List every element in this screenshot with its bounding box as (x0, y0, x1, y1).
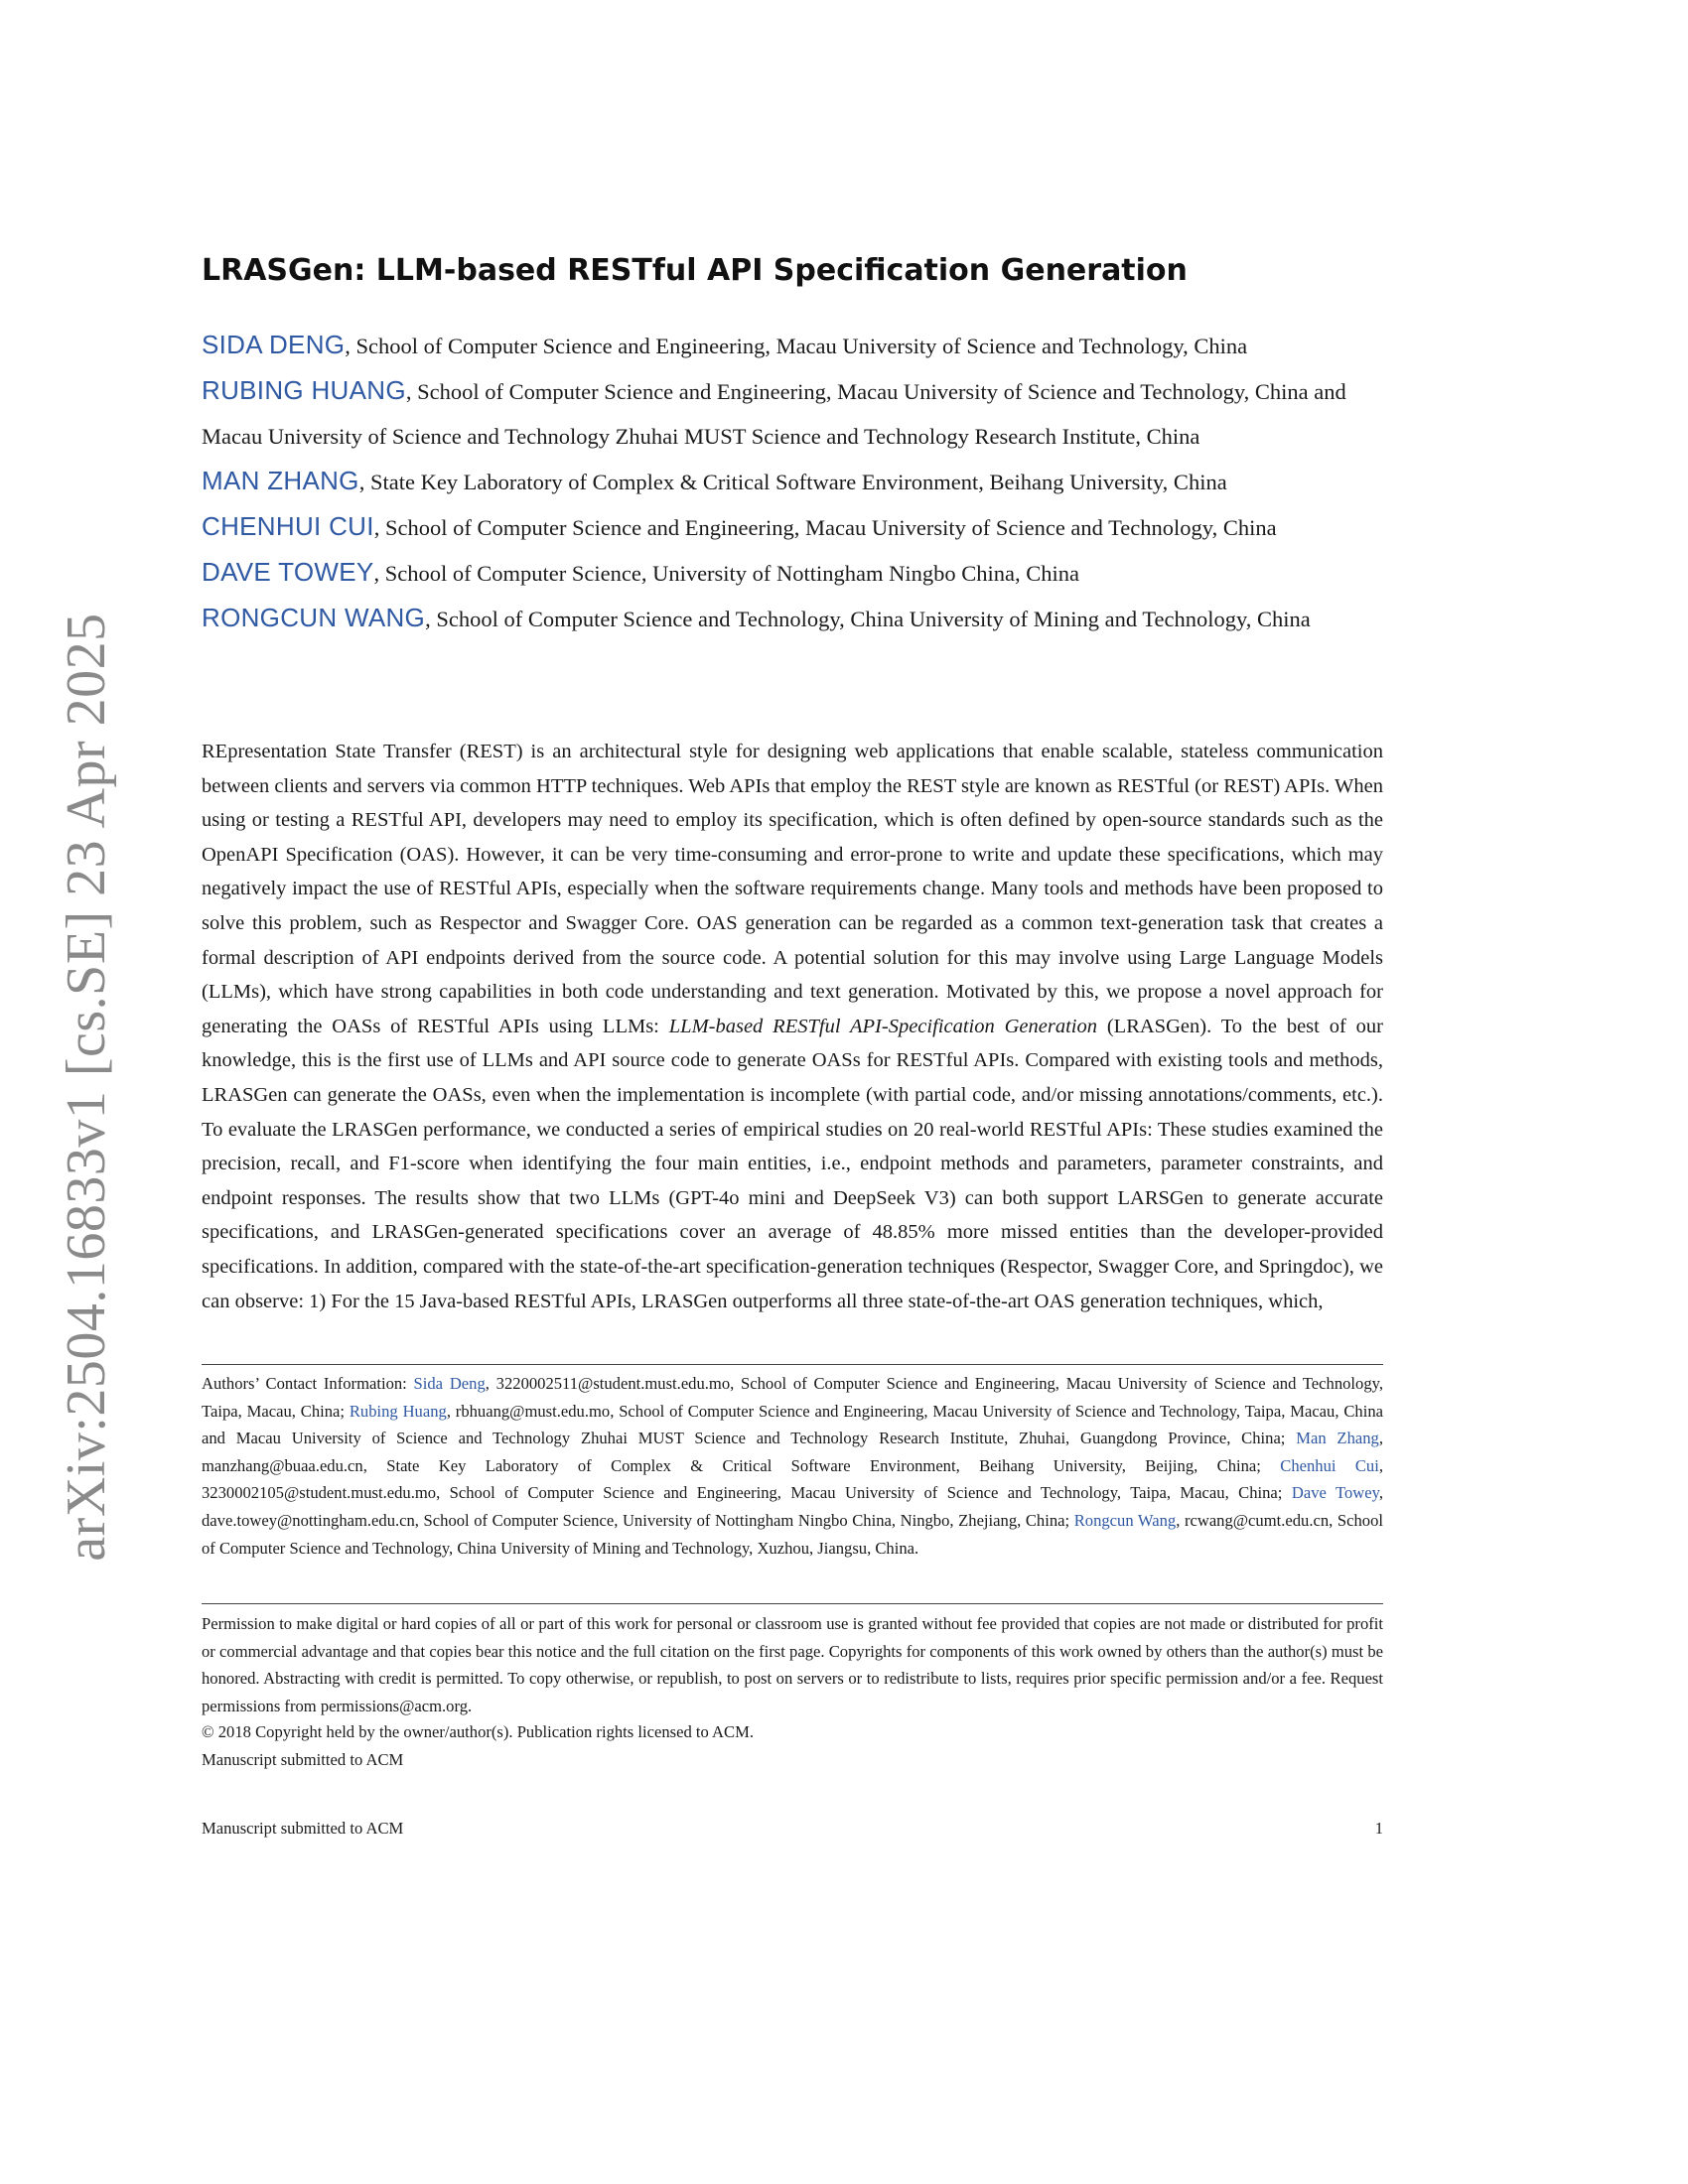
contact-author-link[interactable]: Dave Towey (1291, 1483, 1379, 1503)
contact-details: , 3220002511@student.must.edu.mo, School of Computer Science and Engineering, Macau University of Science and Technology, Taipa, Macau, China; (202, 1374, 1384, 1421)
author-contact-information (202, 1370, 1383, 1562)
contact-details: , dave.towey@nottingham.edu.cn, School of Computer Science, University of Nottingham Ningbo China, Ningbo, Zhejiang, China; (202, 1483, 1384, 1530)
author-list (202, 323, 1383, 641)
author-name[interactable]: CHENHUI CUI (202, 511, 374, 541)
author-name[interactable]: DAVE TOWEY (202, 557, 374, 587)
abstract-text: REpresentation State Transfer (REST) is an architectural style for designing web applications that enable scalable, stateless communication between clients and servers via common HTTP techniques. Web APIs that employ the REST style are known as RESTful (or REST) APIs. When using or testing a RESTful API, developers may need to employ its specification, which is often defined by open-source standards such as the OpenAPI Specification (OAS). However, it can be very time-consuming and error-prone to write and update these specifications, which may negatively impact the use of RESTful APIs, especially when the software requirements change. Many tools and methods have been proposed to solve this problem, such as Respector and Swagger Core. OAS generation can be regarded as a common text-generation task that creates a formal description of API endpoints derived from the source code. A potential solution for this may involve using Large Language Models (LLMs), which have strong capabilities in both code understanding and text generation. Motivated by this, we propose a novel approach for generating the OASs of RESTful APIs using LLMs: (202, 741, 1383, 1037)
paper-title: LRASGen: LLM-based RESTful API Specification Generation (202, 253, 1188, 288)
abstract (202, 735, 1383, 1318)
contact-prefix: Authors’ Contact Information: (202, 1374, 414, 1393)
author-affiliation: , School of Computer Science and Technology, China University of Mining and Technology, China (425, 607, 1311, 631)
contact-author-link[interactable]: Rongcun Wang (1073, 1510, 1177, 1530)
author-entry (202, 504, 1383, 550)
author-entry (202, 368, 1383, 459)
contact-author-link[interactable]: Man Zhang (1296, 1429, 1379, 1448)
abstract-text-continued: (LRASGen). To the best of our knowledge, this is the first use of LLMs and API source code to generate OASs for RESTful APIs. Compared with existing tools and methods, LRASGen can generate the OASs, even when the implementation is incomplete (with partial code, and/or missing annotations/comments, etc.). To evaluate the LRASGen performance, we conducted a series of empirical studies on 20 real-world RESTful APIs: These studies examined the precision, recall, and F1-score when identifying the four main entities, i.e., endpoint methods and parameters, parameter constraints, and endpoint responses. The results show that two LLMs (GPT-4o mini and DeepSeek V3) can both support LARSGen to generate accurate specifications, and LRASGen-generated specifications cover an average of 48.85% more missed entities than the developer-provided specifications. In addition, compared with the state-of-the-art specification-generation techniques (Respector, Swagger Core, and Springdoc), we can observe: 1) For the 15 Java-based RESTful APIs, LRASGen outperforms all three state-of-the-art OAS generation techniques, which, (202, 1015, 1384, 1312)
author-name[interactable]: MAN ZHANG (202, 466, 359, 495)
author-affiliation: , State Key Laboratory of Complex & Critical Software Environment, Beihang University, China (358, 470, 1227, 494)
footer-venue: Manuscript submitted to ACM (202, 1819, 404, 1838)
author-name[interactable]: SIDA DENG (202, 330, 346, 359)
author-entry (202, 459, 1383, 504)
abstract-emphasis: LLM-based RESTful API-Specification Generation (668, 1015, 1097, 1037)
page-footer (202, 1815, 1383, 1843)
contact-author-link[interactable]: Chenhui Cui (1280, 1455, 1379, 1475)
contact-author-link[interactable]: Sida Deng (413, 1374, 486, 1393)
footnote-divider (202, 1364, 1383, 1365)
author-affiliation: , School of Computer Science and Engineering, Macau University of Science and Technology, China (373, 515, 1277, 540)
contact-details: , rcwang@cumt.edu.cn, School of Computer Science and Technology, China University of Mining and Technology, Xuzhou, Jiangsu, China. (202, 1510, 1383, 1558)
author-name[interactable]: RUBING HUANG (202, 375, 406, 405)
contact-author-link[interactable]: Rubing Huang (349, 1401, 447, 1421)
contact-details: , 3230002105@student.must.edu.mo, School of Computer Science and Engineering, Macau University of Science and Technology, Taipa, Macau, China; (202, 1455, 1383, 1503)
copyright-line: © 2018 Copyright held by the owner/author(s). Publication rights licensed to ACM. (202, 1722, 754, 1741)
author-entry (202, 596, 1383, 641)
arxiv-identifier-watermark: arXiv:2504.16833v1 [cs.SE] 23 Apr 2025 (56, 613, 117, 1562)
contact-details: , rbhuang@must.edu.mo, School of Computer Science and Engineering, Macau University of Science and Technology, Taipa, Macau, China and Macau University of Science and Technology Zhuhai MUST Science and Technology Research Institute, Zhuhai, Guangdong Province, China; (202, 1401, 1383, 1448)
contact-details: , manzhang@buaa.edu.cn, State Key Laboratory of Complex & Critical Software Environment, Beihang University, Beijing, China; (202, 1429, 1383, 1475)
author-entry (202, 550, 1383, 596)
author-entry (202, 323, 1383, 368)
author-name[interactable]: RONGCUN WANG (202, 603, 426, 632)
permission-divider (202, 1603, 1383, 1604)
permission-notice: Permission to make digital or hard copies of all or part of this work for personal or classroom use is granted without fee provided that copies are not made or distributed for profit or commercial advantage and that copies bear this notice and the full citation on the first page. Copyrights for components of this work owned by others than the author(s) must be honored. Abstracting with credit is permitted. To copy otherwise, or republish, to post on servers or to redistribute to lists, requires prior specific permission and/or a fee. Request permissions from permissions@acm.org. (202, 1614, 1383, 1715)
author-affiliation: , School of Computer Science and Engineering, Macau University of Science and Technology, China and Macau University of Science and Technology Zhuhai MUST Science and Technology Research Institute, China (202, 379, 1346, 449)
author-affiliation: , School of Computer Science and Engineering, Macau University of Science and Technology, China (345, 334, 1248, 358)
manuscript-note: Manuscript submitted to ACM (202, 1750, 404, 1769)
page-number: 1 (1374, 1819, 1383, 1838)
author-affiliation: , School of Computer Science, University of Nottingham Ningbo China, China (373, 561, 1080, 586)
